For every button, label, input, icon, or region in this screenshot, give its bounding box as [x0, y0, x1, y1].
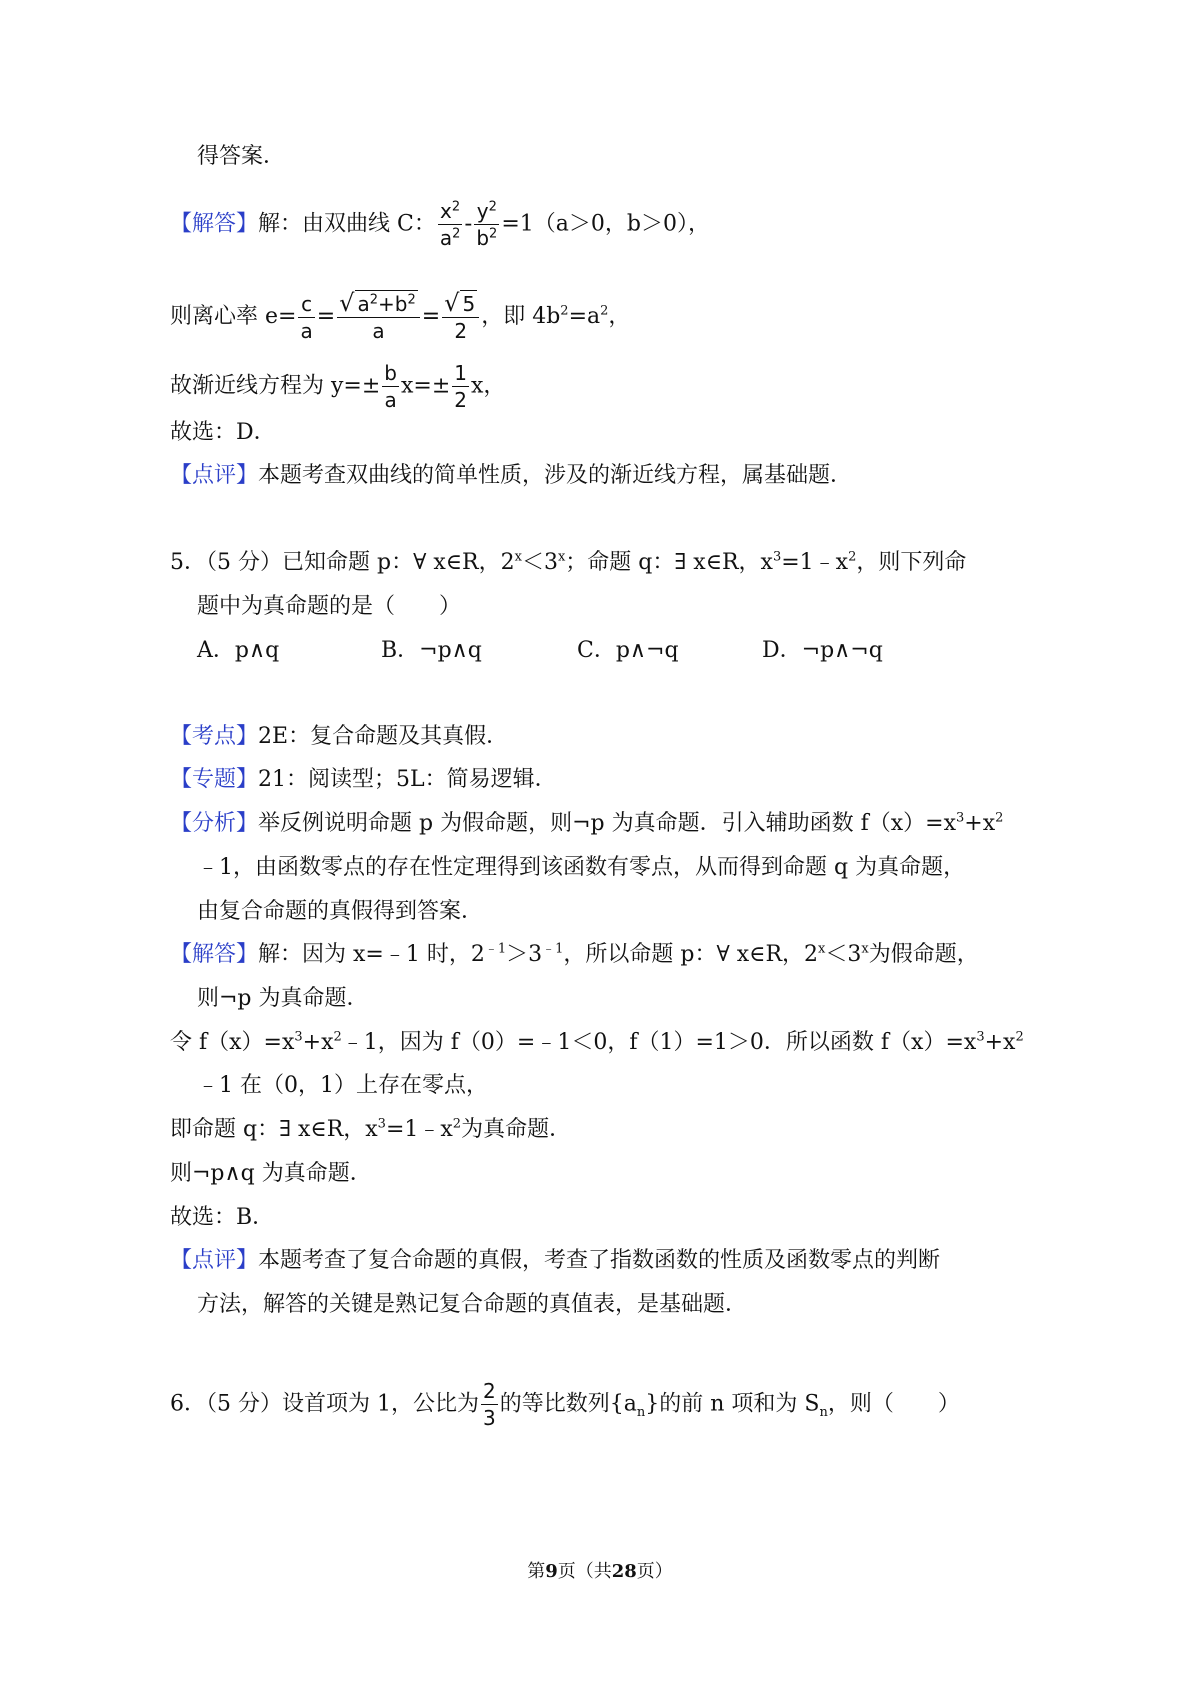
- q4-eccentricity: 则离心率 e= $\frac{c}{a}$ = $\frac{√ a^2+b^2}{a}$ = $\frac{√ 5}{2}$ ，即 $4b^2=a^2$，: [170, 289, 631, 343]
- page-total: 28: [611, 1561, 637, 1582]
- eq1-rest: =1（a＞0，b＞0），: [501, 211, 710, 237]
- q5-fenxi-line2: ﹣1，由函数零点的存在性定理得到该函数有零点，从而得到命题 q 为真命题，: [197, 855, 966, 880]
- fraction-c-a: $\frac{c}{a}$: [300, 291, 313, 343]
- q5-zhuanti: 【专题】21：阅读型；5L：简易逻辑．: [170, 767, 557, 792]
- fraction-1-2: $\frac{1}{2}$: [454, 361, 468, 412]
- q5-jieda-line1: 【解答】解：因为 x=﹣1 时，$2^{﹣1}>3^{﹣1}$，所以命题 p：∀ x∈R，$2^x<3^x$为假命题，: [170, 941, 979, 967]
- jieda-text: 解：由双曲线 C：: [258, 211, 436, 237]
- q6-stem: 6．（5 分）设首项为 1，公比为 $\frac{2}{3}$ 的等比数列$\{a_n\}$的前 n 项和为 $S_n$，则（ ）: [170, 1379, 960, 1430]
- option-c: C．p∧¬q: [577, 638, 679, 663]
- q5-jieda-line4: ﹣1 在（0，1）上存在零点，: [197, 1073, 488, 1098]
- q5-fenxi-line1: 【分析】举反例说明命题 p 为假命题，则¬p 为真命题．引入辅助函数 $f(x)=x^3+x^2$: [170, 810, 1004, 836]
- fraction-x2-a2: $\frac{x^2}{a^2}$: [439, 199, 461, 250]
- q4-dianping: 【点评】本题考查双曲线的简单性质，涉及的渐近线方程，属基础题．: [170, 463, 853, 488]
- q4-line-answer-end: 得答案．: [197, 144, 286, 169]
- q5-jieda-line6: 则¬p∧q 为真命题．: [170, 1161, 372, 1186]
- option-b: B．¬p∧q: [381, 638, 482, 663]
- option-a: A．p∧q: [197, 638, 280, 663]
- q5-jieda-line5: 即命题 q：∃ x∈R，$x^3=1﹣x^2$为真命题．: [170, 1116, 572, 1142]
- page-footer: 第9页（共28页）: [527, 1561, 673, 1582]
- option-d: D．¬p∧¬q: [762, 638, 883, 663]
- jieda-tag: 【解答】: [170, 211, 259, 237]
- q5-stem-line1: 5．（5 分）已知命题 p：∀ x∈R，$2^x<3^x$；命题 q：∃ x∈R，$x^3=1﹣x^2$，则下列命: [170, 549, 967, 575]
- q5-kaodian: 【考点】2E：复合命题及其真假．: [170, 724, 509, 749]
- fraction-b-a: $\frac{b}{a}$: [384, 361, 397, 412]
- q4-asymptote: 故渐近线方程为 y=± $\frac{b}{a}$ x=± $\frac{1}{2}$ x，: [170, 361, 506, 412]
- fraction-sqrt5-2: $\frac{√ 5}{2}$: [442, 290, 479, 344]
- q5-jieda-line2: 则¬p 为真命题．: [197, 986, 369, 1011]
- q5-dianping-line2: 方法，解答的关键是熟记复合命题的真值表，是基础题．: [197, 1292, 748, 1317]
- q4-jieda: 【解答】解：由双曲线 C： $\frac{x^2}{a^2}$ - $\frac{y^2}{b^2}$ =1（a＞0，b＞0），: [170, 199, 710, 250]
- q5-fenxi-line3: 由复合命题的真假得到答案．: [197, 899, 484, 924]
- q5-dianping-line1: 【点评】本题考查了复合命题的真假，考查了指数函数的性质及函数零点的判断: [170, 1248, 941, 1273]
- fraction-y2-b2: $\frac{y^2}{b^2}$: [476, 199, 498, 250]
- fraction-sqrt-a2b2-a: $\frac{√ a^2+b^2}{a}$: [337, 290, 420, 344]
- q5-choice: 故选：B．: [170, 1205, 275, 1230]
- q5-stem-line2: 题中为真命题的是（ ）: [197, 594, 462, 619]
- page-number: 9: [545, 1561, 558, 1582]
- q4-choice: 故选：D．: [170, 420, 276, 445]
- q5-jieda-line3: 令 $f(x)=x^3+x^2﹣1$，因为 f（0）=﹣1＜0，f（1）=1＞0．所以函数 $f(x)=x^3+x^2$: [170, 1029, 1024, 1055]
- fraction-2-3: $\frac{2}{3}$: [482, 1379, 496, 1430]
